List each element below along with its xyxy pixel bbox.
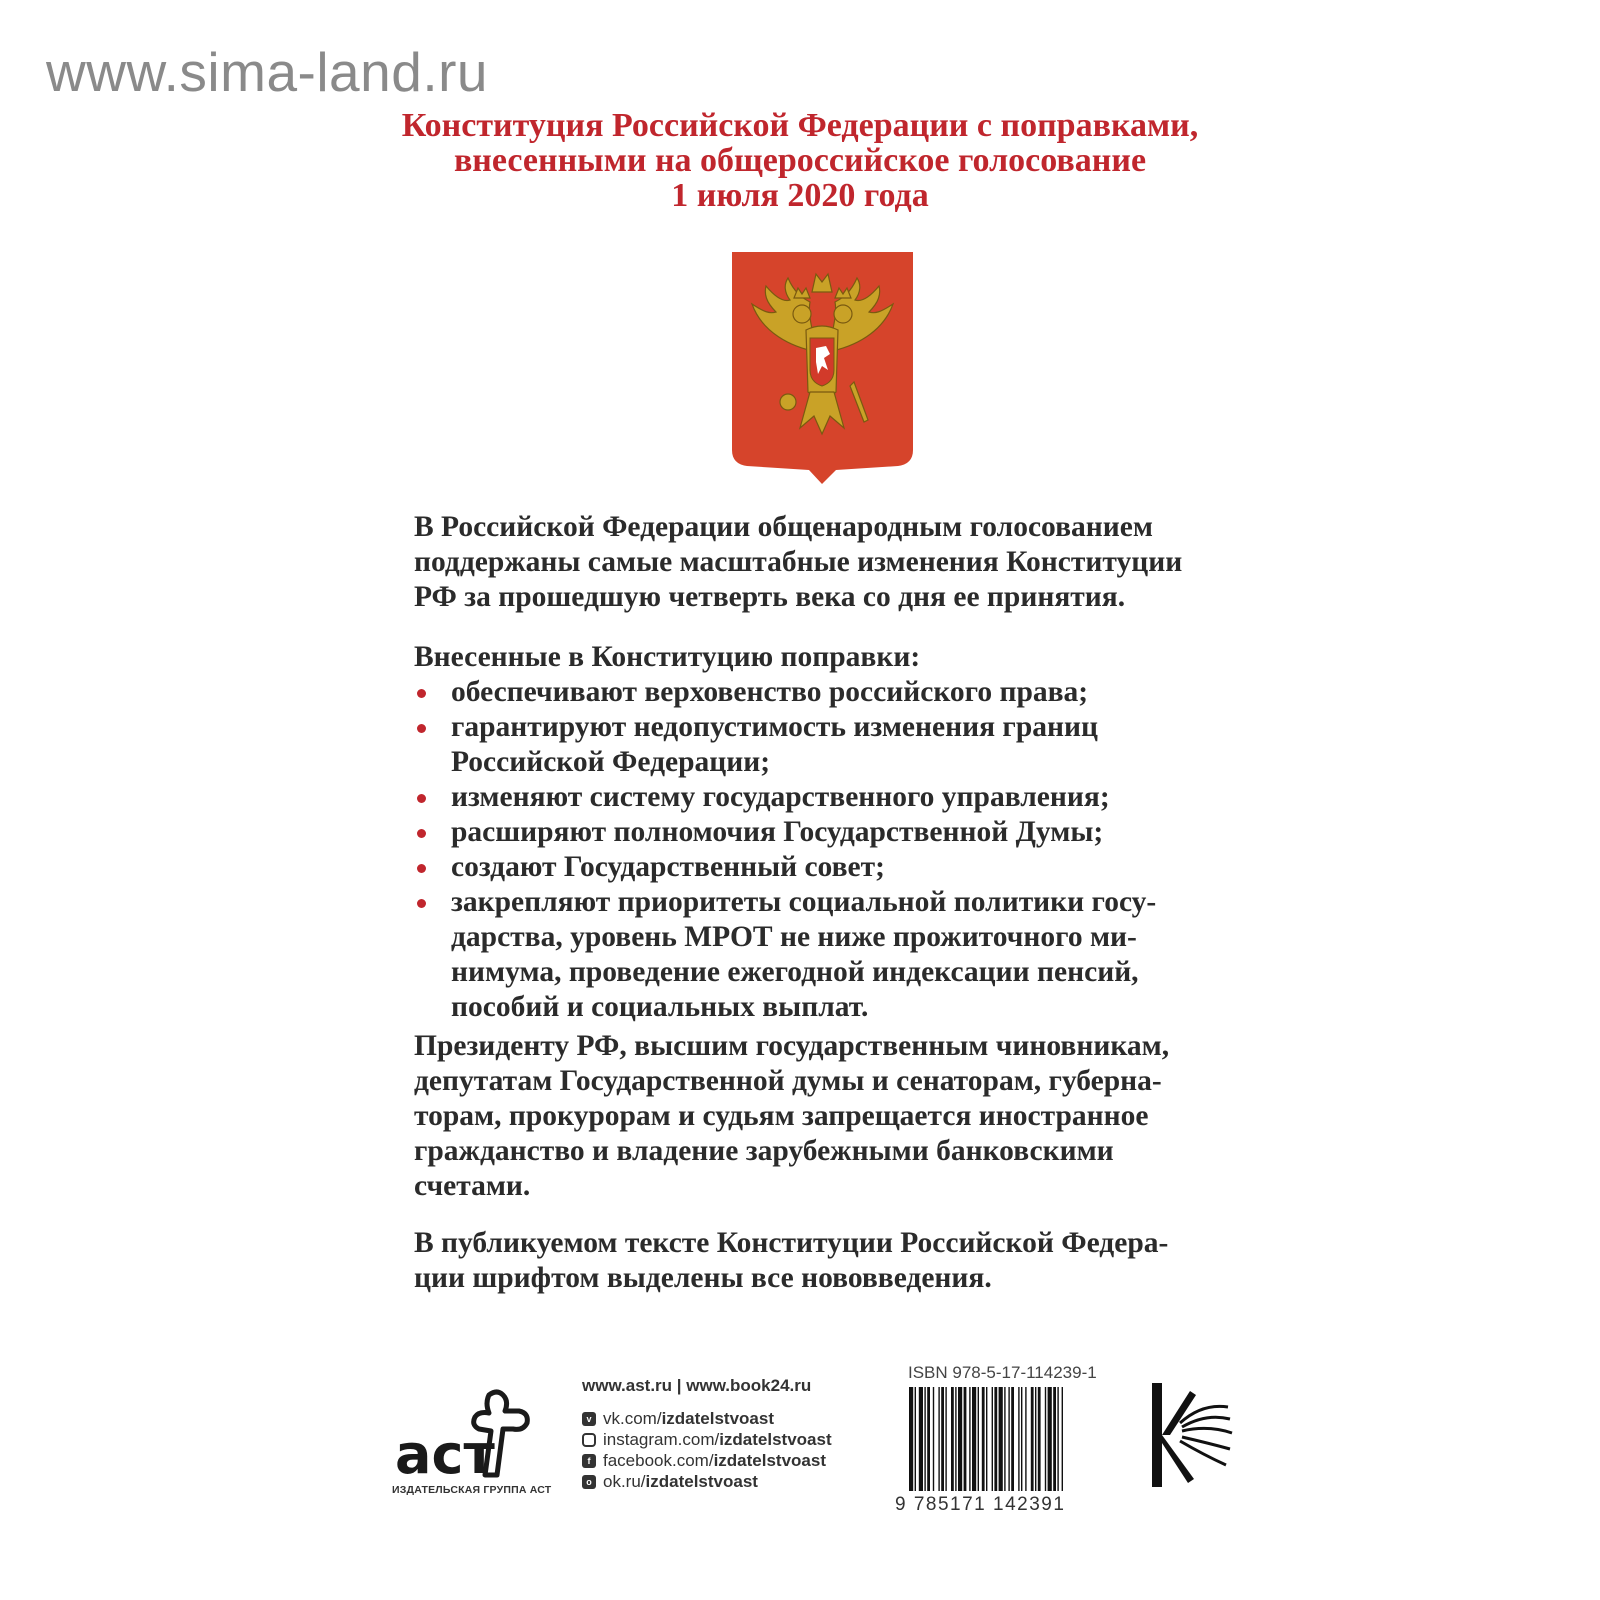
publisher-links xyxy=(582,1376,832,1492)
bullet-icon xyxy=(417,829,426,838)
barcode-bar xyxy=(1008,1387,1009,1491)
list-item xyxy=(414,710,1244,780)
bullet-icon xyxy=(417,689,426,698)
barcode-bar xyxy=(1053,1387,1056,1491)
social-link-vk[interactable] xyxy=(582,1408,832,1429)
k-logo-icon xyxy=(1150,1383,1234,1487)
intro-line: В Российской Федерации общенародным голосованием xyxy=(414,511,1153,543)
instagram-icon xyxy=(582,1433,596,1447)
bullet-icon xyxy=(417,724,426,733)
publisher-caption: ИЗДАТЕЛЬСКАЯ ГРУППА АСТ xyxy=(392,1484,552,1496)
isbn-label: ISBN 978-5-17-114239-1 xyxy=(908,1363,1097,1382)
barcode-bar xyxy=(999,1387,1003,1491)
list-item xyxy=(414,850,1244,885)
note-paragraph xyxy=(414,1226,1244,1296)
restrictions-line: счетами. xyxy=(414,1170,531,1202)
list-item-line: создают Государственный совет; xyxy=(451,851,885,883)
vk-icon: v xyxy=(582,1412,596,1426)
barcode-bar xyxy=(1018,1387,1019,1491)
barcode-bar xyxy=(927,1387,930,1491)
barcode-bar xyxy=(982,1387,985,1491)
barcode-bar xyxy=(992,1387,993,1491)
list-item xyxy=(414,780,1244,815)
amendments-heading: Внесенные в Конституцию поправки: xyxy=(414,641,921,673)
barcode-bar xyxy=(1021,1387,1022,1491)
social-prefix: instagram.com/ xyxy=(603,1429,720,1449)
social-prefix: vk.com/ xyxy=(603,1408,662,1428)
barcode-bar xyxy=(919,1387,923,1491)
barcode-digits: 9 785171 142391 xyxy=(895,1494,1066,1515)
barcode-bar xyxy=(938,1387,939,1491)
social-prefix: ok.ru/ xyxy=(603,1471,646,1491)
restrictions-line: гражданство и владение зарубежными банковскими xyxy=(414,1135,1114,1167)
book-title xyxy=(330,108,1270,213)
title-line: внесенными на общероссийское голосование xyxy=(453,142,1147,179)
list-item-line: нимума, проведение ежегодной индексации пенсий, xyxy=(451,956,1139,988)
restrictions-paragraph xyxy=(414,1029,1244,1204)
barcode-bar xyxy=(1011,1387,1014,1491)
barcode-icon xyxy=(907,1387,1109,1491)
note-line: В публикуемом тексте Конституции Российской Федера- xyxy=(414,1227,1169,1259)
barcode-bar xyxy=(1004,1387,1005,1491)
list-item-line: обеспечивают верховенство российского права; xyxy=(451,676,1089,708)
barcode-bar xyxy=(1045,1387,1046,1491)
intro-line: РФ за прошедшую четверть века со дня ее принятия. xyxy=(414,581,1126,613)
watermark-text: www.sima-land.ru xyxy=(46,41,489,103)
barcode-bar xyxy=(951,1387,954,1491)
social-handle: izdatelstvoast xyxy=(661,1408,774,1428)
list-item-line: изменяют систему государственного управления; xyxy=(451,781,1110,813)
intro-line: поддержаны самые масштабные изменения Конституции xyxy=(414,546,1183,578)
amendments-list xyxy=(414,675,1244,1025)
barcode-bar xyxy=(969,1387,970,1491)
restrictions-line: Президенту РФ, высшим государственным чиновникам, xyxy=(414,1030,1170,1062)
restrictions-line: депутатам Государственной думы и сенаторам, губерна- xyxy=(414,1065,1162,1097)
bullet-icon xyxy=(417,864,426,873)
barcode-bar xyxy=(941,1387,944,1491)
social-handle: izdatelstvoast xyxy=(719,1429,832,1449)
barcode-bar xyxy=(964,1387,967,1491)
social-link-ok[interactable] xyxy=(582,1471,832,1492)
coat-of-arms-icon xyxy=(730,252,915,484)
bullet-icon xyxy=(417,899,426,908)
ok-icon: o xyxy=(582,1475,596,1489)
list-item-line: расширяют полномочия Государственной Думы; xyxy=(451,816,1104,848)
barcode-bar xyxy=(958,1387,962,1491)
bullet-icon xyxy=(417,794,426,803)
barcode-bar xyxy=(994,1387,997,1491)
barcode-bar xyxy=(1025,1387,1026,1491)
barcode-bar xyxy=(1038,1387,1041,1491)
amendments-section xyxy=(414,640,1244,1025)
barcode-bar xyxy=(933,1387,934,1491)
restrictions-line: торам, прокурорам и судьям запрещается иностранное xyxy=(414,1100,1149,1132)
publisher-sites[interactable]: www.ast.ru | www.book24.ru xyxy=(582,1376,812,1395)
note-line: ции шрифтом выделены все нововведения. xyxy=(414,1262,992,1294)
ast-logo-text: аст xyxy=(395,1423,495,1480)
list-item-line: Российской Федерации; xyxy=(451,746,771,778)
barcode-bar xyxy=(945,1387,946,1491)
list-item-line: гарантируют недопустимость изменения границ xyxy=(451,711,1098,743)
social-link-instagram[interactable] xyxy=(582,1429,832,1450)
barcode-bar xyxy=(1062,1387,1063,1491)
barcode-bar xyxy=(909,1387,913,1491)
social-link-facebook[interactable] xyxy=(582,1450,832,1471)
list-item-line: дарства, уровень МРОТ не ниже прожиточного ми- xyxy=(451,921,1137,953)
list-item xyxy=(414,885,1244,1025)
social-handle: izdatelstvoast xyxy=(713,1450,826,1470)
social-handle: izdatelstvoast xyxy=(645,1471,758,1491)
list-item-line: закрепляют приоритеты социальной политики госу- xyxy=(451,886,1157,918)
facebook-icon: f xyxy=(582,1454,596,1468)
barcode-bar xyxy=(972,1387,976,1491)
list-item xyxy=(414,815,1244,850)
social-prefix: facebook.com/ xyxy=(603,1450,714,1470)
barcode-bar xyxy=(986,1387,987,1491)
barcode-bar xyxy=(1035,1387,1036,1491)
title-line: Конституция Российской Федерации с поправками, xyxy=(401,107,1199,144)
barcode-bar xyxy=(955,1387,956,1491)
barcode-bar xyxy=(1048,1387,1052,1491)
barcode-bar xyxy=(1031,1387,1034,1491)
list-item-line: пособий и социальных выплат. xyxy=(451,991,869,1023)
title-line: 1 июля 2020 года xyxy=(671,177,929,214)
list-item xyxy=(414,675,1244,710)
barcode-bar xyxy=(915,1387,916,1491)
barcode-bar xyxy=(1057,1387,1058,1491)
barcode-bar xyxy=(978,1387,979,1491)
barcode-bar xyxy=(924,1387,925,1491)
intro-paragraph xyxy=(414,510,1244,615)
ast-logo-icon xyxy=(393,1385,553,1480)
